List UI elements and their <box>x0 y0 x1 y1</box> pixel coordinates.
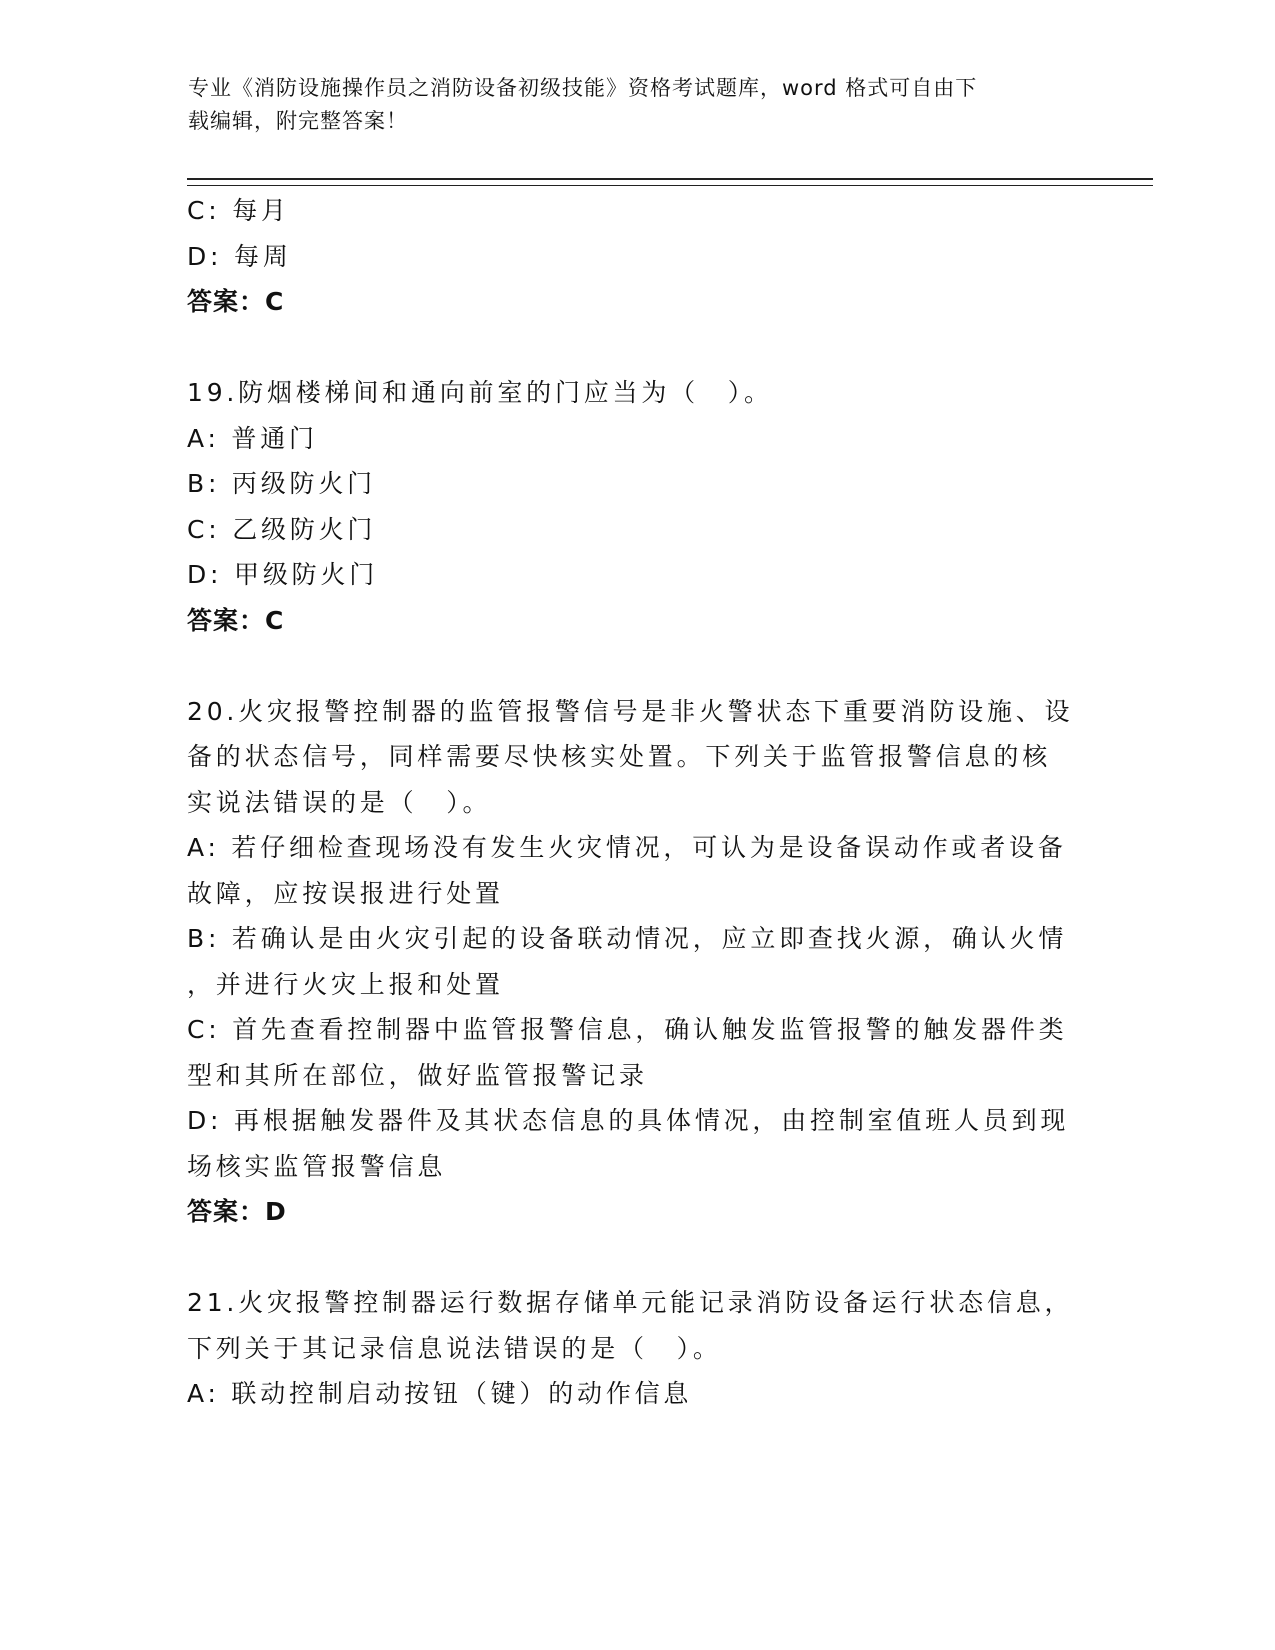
q20-option-d: D: 再根据触发器件及其状态信息的具体情况，由控制室值班人员到现 <box>187 1106 1070 1135</box>
question-18-tail <box>187 188 1087 325</box>
q20-option-b: B: 若确认是由火灾引起的设备联动情况，应立即查找火源，确认火情 <box>187 924 1068 953</box>
question-content <box>187 188 1087 1417</box>
q20-stem-line: 20.火灾报警控制器的监管报警信号是非火警状态下重要消防设施、设 <box>187 696 1074 726</box>
q20-option-a: A: 若仔细检查现场没有发生火灾情况，可认为是设备误动作或者设备 <box>187 833 1067 862</box>
q18-option-d: D: 每周 <box>187 241 292 271</box>
q20-option-c-cont: 型和其所在部位，做好监管报警记录 <box>187 1060 648 1090</box>
spacer <box>187 1235 1087 1281</box>
q20-option-c: C: 首先查看控制器中监管报警信息，确认触发监管报警的触发器件类 <box>187 1015 1068 1044</box>
spacer <box>187 643 1087 689</box>
q18-answer: 答案：C <box>187 287 285 316</box>
q19-option-a: A: 普通门 <box>187 423 318 453</box>
header-line-1: 专业《消防设施操作员之消防设备初级技能》资格考试题库，word 格式可自由下 <box>188 76 978 100</box>
q20-option-b-cont: ，并进行火灾上报和处置 <box>187 969 504 999</box>
q19-option-d: D: 甲级防火门 <box>187 560 379 589</box>
q19-option-c: C: 乙级防火门 <box>187 514 377 544</box>
question-21 <box>187 1280 1087 1417</box>
q20-stem-line: 实说法错误的是（ ）。 <box>187 787 492 817</box>
q18-option-c: C: 每月 <box>187 196 290 225</box>
q19-option-b: B: 丙级防火门 <box>187 469 376 498</box>
header-divider <box>187 178 1153 186</box>
q19-answer: 答案：C <box>187 605 285 635</box>
spacer <box>187 325 1087 371</box>
page-header <box>188 72 1068 138</box>
q20-stem-line: 备的状态信号，同样需要尽快核实处置。下列关于监管报警信息的核 <box>187 742 1052 771</box>
question-19 <box>187 370 1087 643</box>
q21-stem-line: 下列关于其记录信息说法错误的是（ ）。 <box>187 1333 722 1363</box>
q20-option-a-cont: 故障，应按误报进行处置 <box>187 878 504 908</box>
q21-option-a: A: 联动控制启动按钮（键）的动作信息 <box>187 1379 693 1408</box>
q21-stem-line: 21.火灾报警控制器运行数据存储单元能记录消防设备运行状态信息， <box>187 1288 1074 1317</box>
q20-option-d-cont: 场核实监管报警信息 <box>187 1151 447 1181</box>
header-line-2: 载编辑，附完整答案！ <box>188 109 408 133</box>
q20-answer: 答案：D <box>187 1197 287 1226</box>
question-20 <box>187 689 1087 1235</box>
q19-stem: 19.防烟楼梯间和通向前室的门应当为（ ）。 <box>187 378 773 407</box>
